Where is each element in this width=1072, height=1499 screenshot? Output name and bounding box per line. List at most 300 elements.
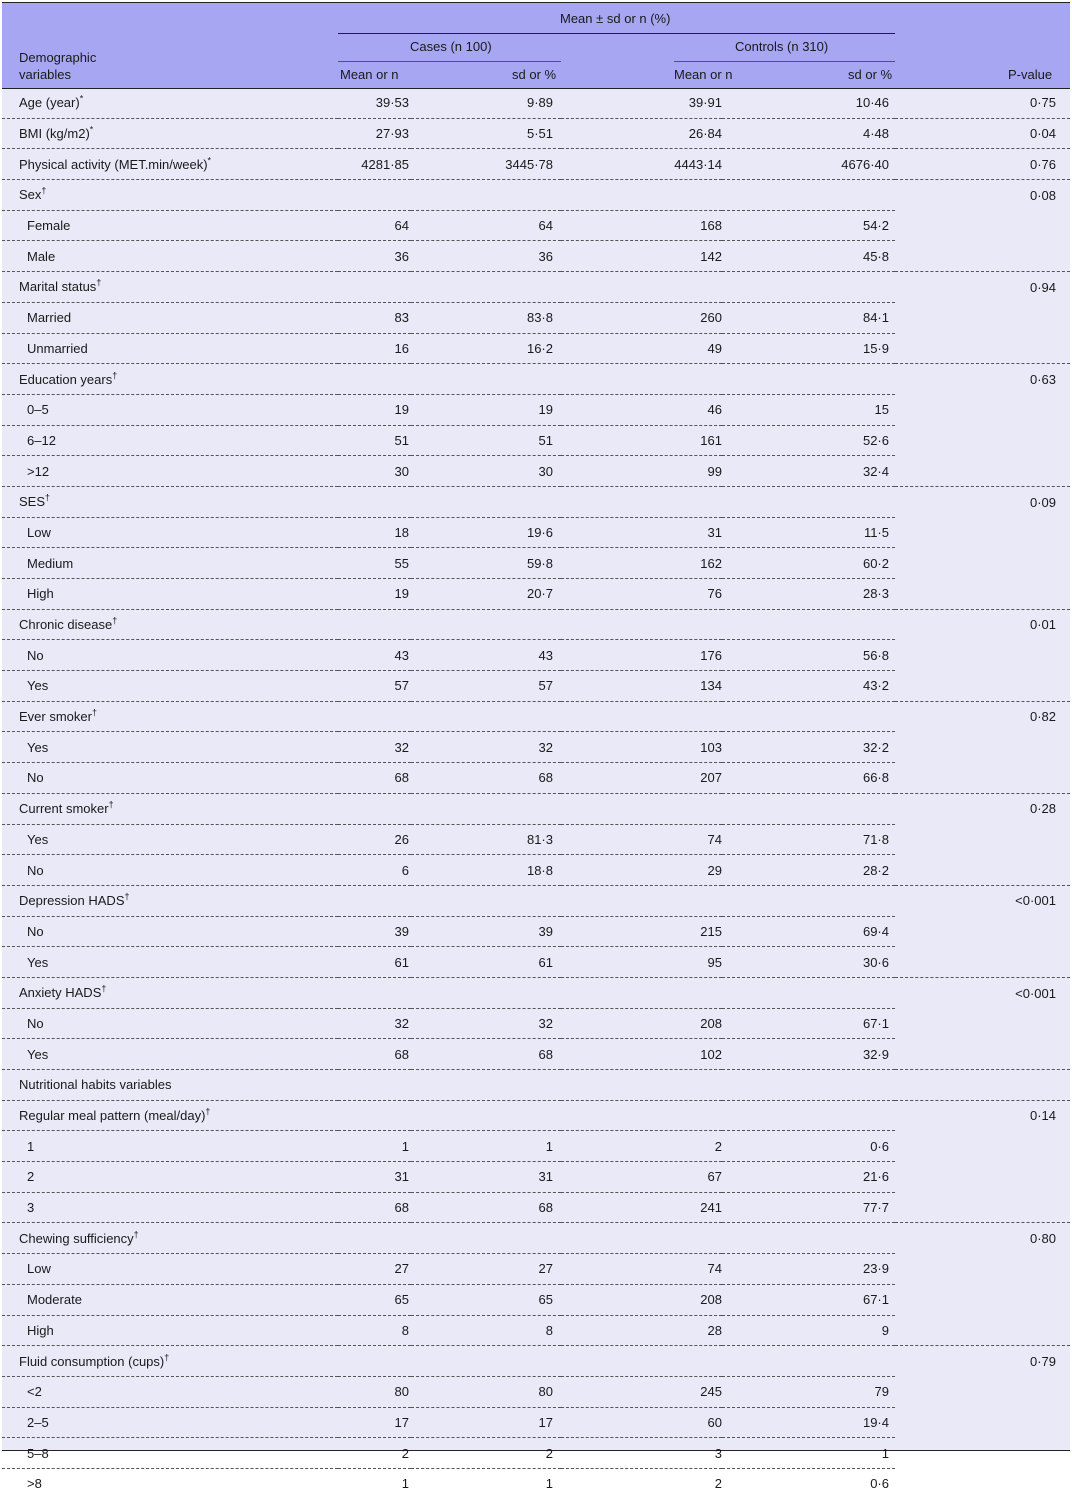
- controls-sd-or-pct: [722, 824, 895, 855]
- cases-mean-or-n: [338, 1192, 411, 1223]
- controls-mean-or-n-text: 103: [700, 739, 722, 755]
- controls-mean-or-n-text: 95: [707, 954, 722, 970]
- row-label: [2, 548, 338, 579]
- controls-mean-or-n: [561, 1070, 722, 1101]
- controls-sd-or-pct: [722, 517, 895, 548]
- table-row: [2, 1100, 1070, 1131]
- controls-sd-or-pct-text: 23·9: [862, 1261, 889, 1277]
- table-row: [2, 1284, 1070, 1315]
- cases-mean-or-n: [338, 701, 411, 732]
- controls-mean-or-n-text: 207: [700, 770, 722, 786]
- table-row: [2, 1407, 1070, 1438]
- controls-mean-or-n: [561, 947, 722, 978]
- table-row: [2, 579, 1070, 610]
- header-cases-mean: Mean or n: [340, 67, 399, 82]
- p-value: [895, 855, 1070, 886]
- row-label-text: Regular meal pattern (meal/day): [19, 1108, 206, 1124]
- cases-sd-or-pct-text: 83·8: [526, 310, 553, 326]
- cases-rule: [338, 61, 561, 62]
- controls-sd-or-pct-text: 19·4: [862, 1414, 889, 1430]
- header-demographic: Demographic: [19, 50, 97, 65]
- cases-mean-or-n-text: 36: [394, 248, 409, 264]
- cases-sd-or-pct-text: 1: [545, 1476, 553, 1492]
- controls-mean-or-n: [561, 1468, 722, 1498]
- cases-mean-or-n: [338, 763, 411, 794]
- row-label: [2, 609, 338, 640]
- cases-sd-or-pct-text: 3445·78: [505, 156, 553, 172]
- p-value: [895, 1192, 1070, 1223]
- p-value-text: 0·09: [1029, 494, 1056, 510]
- cases-mean-or-n-text: 30: [394, 463, 409, 479]
- table-row: [2, 701, 1070, 732]
- row-label: [2, 1223, 338, 1254]
- cases-sd-or-pct-text: 51: [538, 432, 553, 448]
- cases-sd-or-pct: [411, 1438, 561, 1469]
- controls-sd-or-pct: [722, 486, 895, 517]
- cases-mean-or-n: [338, 241, 411, 272]
- p-value: [895, 272, 1070, 303]
- controls-mean-or-n: [561, 916, 722, 947]
- p-value: [895, 885, 1070, 916]
- controls-sd-or-pct-text: 28·2: [862, 862, 889, 878]
- controls-sd-or-pct: [722, 364, 895, 395]
- row-label: [2, 118, 338, 149]
- cases-sd-or-pct: [411, 916, 561, 947]
- table-body: [2, 88, 1070, 1499]
- table-row: [2, 1468, 1070, 1498]
- footnote-mark: †: [108, 799, 114, 810]
- footnote-mark: †: [91, 707, 97, 718]
- controls-sd-or-pct: [722, 1254, 895, 1285]
- controls-sd-or-pct-text: 32·2: [862, 739, 889, 755]
- row-label: [2, 1407, 338, 1438]
- header-cases: Cases (n 100): [410, 39, 492, 54]
- table-row: [2, 486, 1070, 517]
- p-value: [895, 1223, 1070, 1254]
- cases-mean-or-n: [338, 1346, 411, 1377]
- controls-mean-or-n: [561, 579, 722, 610]
- controls-sd-or-pct-text: 30·6: [862, 954, 889, 970]
- row-label: [2, 180, 338, 211]
- controls-sd-or-pct-text: 45·8: [862, 248, 889, 264]
- row-label: [2, 517, 338, 548]
- cases-sd-or-pct-text: 8: [545, 1322, 553, 1338]
- row-label-text: No: [27, 770, 44, 786]
- controls-mean-or-n: [561, 885, 722, 916]
- controls-mean-or-n-text: 29: [707, 862, 722, 878]
- cases-sd-or-pct: [411, 1284, 561, 1315]
- controls-sd-or-pct-text: 4676·40: [841, 156, 889, 172]
- table-row: [2, 640, 1070, 671]
- footnote-mark: †: [41, 186, 47, 197]
- cases-sd-or-pct: [411, 241, 561, 272]
- cases-mean-or-n-text: 61: [394, 954, 409, 970]
- row-label: [2, 1315, 338, 1346]
- row-label-text: High: [27, 1322, 54, 1338]
- row-label-text: Yes: [27, 954, 49, 970]
- controls-mean-or-n-text: 76: [707, 586, 722, 602]
- cases-mean-or-n-text: 8: [401, 1322, 409, 1338]
- controls-sd-or-pct: [722, 732, 895, 763]
- row-label: [2, 425, 338, 456]
- cases-sd-or-pct-text: 61: [538, 954, 553, 970]
- controls-sd-or-pct-text: 21·6: [862, 1169, 889, 1185]
- controls-sd-or-pct: [722, 947, 895, 978]
- row-label: [2, 1008, 338, 1039]
- table-row: [2, 1315, 1070, 1346]
- cases-sd-or-pct: [411, 1070, 561, 1101]
- controls-mean-or-n-text: 2: [714, 1476, 722, 1492]
- cases-sd-or-pct: [411, 947, 561, 978]
- row-label-text: Sex: [19, 187, 42, 203]
- row-label: [2, 456, 338, 487]
- controls-mean-or-n: [561, 824, 722, 855]
- table-row: [2, 210, 1070, 241]
- controls-sd-or-pct: [722, 118, 895, 149]
- controls-mean-or-n: [561, 425, 722, 456]
- cases-sd-or-pct: [411, 1346, 561, 1377]
- controls-mean-or-n: [561, 149, 722, 180]
- cases-sd-or-pct-text: 2: [545, 1445, 553, 1461]
- p-value: [895, 1315, 1070, 1346]
- p-value-text: 0·14: [1029, 1108, 1056, 1124]
- row-label: [2, 671, 338, 702]
- controls-mean-or-n-text: 215: [700, 923, 722, 939]
- p-value-text: 0·04: [1029, 126, 1056, 142]
- p-value: [895, 1131, 1070, 1162]
- cases-mean-or-n: [338, 210, 411, 241]
- cases-mean-or-n: [338, 609, 411, 640]
- row-label-text: Depression HADS: [19, 893, 125, 909]
- controls-sd-or-pct: [722, 210, 895, 241]
- p-value-text: 0·01: [1029, 617, 1056, 633]
- cases-mean-or-n-text: 16: [394, 340, 409, 356]
- p-value: [895, 1070, 1070, 1101]
- cases-mean-or-n: [338, 364, 411, 395]
- controls-mean-or-n: [561, 855, 722, 886]
- table-row: [2, 1438, 1070, 1469]
- controls-mean-or-n-text: 31: [707, 524, 722, 540]
- controls-mean-or-n-text: 99: [707, 463, 722, 479]
- table-row: [2, 1162, 1070, 1193]
- row-label: [2, 732, 338, 763]
- row-label-text: <2: [27, 1384, 42, 1400]
- controls-mean-or-n: [561, 1284, 722, 1315]
- controls-sd-or-pct: [722, 1162, 895, 1193]
- controls-sd-or-pct: [722, 149, 895, 180]
- controls-mean-or-n: [561, 609, 722, 640]
- controls-mean-or-n: [561, 88, 722, 118]
- controls-mean-or-n-text: 142: [700, 248, 722, 264]
- cases-mean-or-n-text: 17: [394, 1414, 409, 1430]
- cases-sd-or-pct-text: 27: [538, 1261, 553, 1277]
- row-label: [2, 1468, 338, 1498]
- table-row: [2, 916, 1070, 947]
- table-row: [2, 824, 1070, 855]
- controls-mean-or-n: [561, 333, 722, 364]
- p-value-text: 0·82: [1029, 709, 1056, 725]
- cases-sd-or-pct: [411, 1039, 561, 1070]
- cases-mean-or-n-text: 39·53: [375, 95, 409, 111]
- p-value: [895, 1100, 1070, 1131]
- cases-sd-or-pct-text: 43: [538, 647, 553, 663]
- row-label: [2, 272, 338, 303]
- controls-sd-or-pct: [722, 1223, 895, 1254]
- cases-mean-or-n: [338, 517, 411, 548]
- row-label-text: SES: [19, 494, 46, 510]
- cases-mean-or-n: [338, 947, 411, 978]
- table-row: [2, 885, 1070, 916]
- row-label-text: No: [27, 647, 44, 663]
- controls-mean-or-n-text: 241: [700, 1200, 722, 1216]
- cases-sd-or-pct: [411, 824, 561, 855]
- row-label: [2, 88, 338, 118]
- controls-mean-or-n: [561, 1254, 722, 1285]
- footnote-mark: †: [112, 615, 118, 626]
- cases-mean-or-n: [338, 302, 411, 333]
- row-label-text: Marital status: [19, 279, 97, 295]
- p-value: [895, 977, 1070, 1008]
- controls-sd-or-pct: [722, 456, 895, 487]
- controls-mean-or-n-text: 4443·14: [674, 156, 722, 172]
- controls-mean-or-n: [561, 118, 722, 149]
- row-label-text: Education years: [19, 371, 113, 387]
- controls-sd-or-pct: [722, 763, 895, 794]
- footnote-mark: †: [101, 983, 107, 994]
- cases-sd-or-pct: [411, 1131, 561, 1162]
- p-value-text: 0·76: [1029, 156, 1056, 172]
- cases-mean-or-n: [338, 394, 411, 425]
- row-label-text: 0–5: [27, 402, 49, 418]
- cases-mean-or-n-text: 32: [394, 739, 409, 755]
- cases-sd-or-pct: [411, 333, 561, 364]
- table-row: [2, 671, 1070, 702]
- controls-mean-or-n-text: 208: [700, 1292, 722, 1308]
- controls-mean-or-n-text: 102: [700, 1046, 722, 1062]
- row-label: [2, 1131, 338, 1162]
- cases-sd-or-pct-text: 9·89: [526, 95, 553, 111]
- cases-mean-or-n: [338, 1284, 411, 1315]
- row-label: [2, 486, 338, 517]
- cases-mean-or-n-text: 57: [394, 678, 409, 694]
- controls-mean-or-n-text: 162: [700, 555, 722, 571]
- row-label: [2, 364, 338, 395]
- cases-mean-or-n-text: 55: [394, 555, 409, 571]
- controls-sd-or-pct-text: 52·6: [862, 432, 889, 448]
- row-label-text: Moderate: [27, 1292, 82, 1308]
- cases-sd-or-pct-text: 81·3: [526, 831, 553, 847]
- controls-sd-or-pct: [722, 1438, 895, 1469]
- cases-mean-or-n-text: 68: [394, 1046, 409, 1062]
- controls-mean-or-n-text: 67: [707, 1169, 722, 1185]
- table-row: [2, 855, 1070, 886]
- cases-sd-or-pct: [411, 364, 561, 395]
- row-label: [2, 241, 338, 272]
- row-label: [2, 701, 338, 732]
- controls-mean-or-n: [561, 1008, 722, 1039]
- cases-sd-or-pct: [411, 1376, 561, 1407]
- row-label: [2, 1346, 338, 1377]
- table-row: [2, 1070, 1070, 1101]
- row-label: [2, 763, 338, 794]
- row-label-text: No: [27, 923, 44, 939]
- cases-sd-or-pct-text: 5·51: [526, 126, 553, 142]
- row-label-text: Yes: [27, 1046, 49, 1062]
- cases-mean-or-n-text: 18: [394, 524, 409, 540]
- cases-sd-or-pct-text: 32: [538, 1015, 553, 1031]
- controls-sd-or-pct: [722, 333, 895, 364]
- cases-mean-or-n-text: 31: [394, 1169, 409, 1185]
- controls-sd-or-pct-text: 84·1: [862, 310, 889, 326]
- footnote-mark: †: [164, 1352, 170, 1363]
- row-label-text: Chewing sufficiency: [19, 1230, 134, 1246]
- row-label-text: Low: [27, 1261, 51, 1277]
- table-row: [2, 1376, 1070, 1407]
- row-label: [2, 1438, 338, 1469]
- controls-mean-or-n: [561, 1376, 722, 1407]
- cases-sd-or-pct: [411, 579, 561, 610]
- cases-sd-or-pct-text: 64: [538, 218, 553, 234]
- row-label-text: High: [27, 586, 54, 602]
- controls-sd-or-pct: [722, 671, 895, 702]
- cases-sd-or-pct: [411, 1008, 561, 1039]
- cases-mean-or-n-text: 64: [394, 218, 409, 234]
- controls-sd-or-pct: [722, 640, 895, 671]
- p-value: [895, 793, 1070, 824]
- controls-mean-or-n: [561, 394, 722, 425]
- cases-sd-or-pct: [411, 486, 561, 517]
- row-label-text: Physical activity (MET.min/week): [19, 156, 208, 172]
- cases-sd-or-pct: [411, 1192, 561, 1223]
- controls-sd-or-pct: [722, 180, 895, 211]
- controls-mean-or-n: [561, 1162, 722, 1193]
- table-row: [2, 118, 1070, 149]
- table-row: [2, 302, 1070, 333]
- p-value: [895, 916, 1070, 947]
- controls-sd-or-pct: [722, 609, 895, 640]
- p-value: [895, 548, 1070, 579]
- footnote-mark: †: [112, 370, 118, 381]
- controls-mean-or-n-text: 26·84: [688, 126, 722, 142]
- cases-sd-or-pct: [411, 1162, 561, 1193]
- controls-mean-or-n: [561, 1407, 722, 1438]
- cases-sd-or-pct: [411, 149, 561, 180]
- table-row: [2, 1039, 1070, 1070]
- row-label-text: >8: [27, 1476, 42, 1492]
- row-label-text: Yes: [27, 831, 49, 847]
- cases-sd-or-pct: [411, 732, 561, 763]
- cases-sd-or-pct: [411, 793, 561, 824]
- header-controls: Controls (n 310): [735, 39, 829, 54]
- p-value: [895, 579, 1070, 610]
- controls-sd-or-pct-text: 69·4: [862, 923, 889, 939]
- row-label-text: Married: [27, 310, 72, 326]
- cases-sd-or-pct-text: 31: [538, 1169, 553, 1185]
- p-value: [895, 947, 1070, 978]
- row-label-text: No: [27, 1015, 44, 1031]
- row-label: [2, 977, 338, 1008]
- table-row: [2, 272, 1070, 303]
- row-label-text: 2–5: [27, 1414, 49, 1430]
- controls-sd-or-pct: [722, 1468, 895, 1498]
- controls-sd-or-pct: [722, 1346, 895, 1377]
- row-label-text: Age (year): [19, 95, 80, 111]
- cases-sd-or-pct-text: 65: [538, 1292, 553, 1308]
- cases-mean-or-n: [338, 149, 411, 180]
- cases-mean-or-n: [338, 1223, 411, 1254]
- p-value: [895, 1438, 1070, 1469]
- cases-sd-or-pct-text: 80: [538, 1384, 553, 1400]
- p-value-text: 0·28: [1029, 801, 1056, 817]
- cases-mean-or-n-text: 19: [394, 402, 409, 418]
- p-value: [895, 149, 1070, 180]
- p-value: [895, 180, 1070, 211]
- p-value: [895, 333, 1070, 364]
- cases-sd-or-pct-text: 20·7: [526, 586, 553, 602]
- controls-sd-or-pct: [722, 548, 895, 579]
- row-label-text: Anxiety HADS: [19, 985, 102, 1001]
- p-value: [895, 1162, 1070, 1193]
- row-label: [2, 1284, 338, 1315]
- cases-mean-or-n-text: 39: [394, 923, 409, 939]
- p-value-text: 0·75: [1029, 95, 1056, 111]
- cases-sd-or-pct: [411, 456, 561, 487]
- controls-mean-or-n-text: 245: [700, 1384, 722, 1400]
- row-label: [2, 394, 338, 425]
- controls-mean-or-n-text: 39·91: [688, 95, 722, 111]
- controls-mean-or-n-text: 74: [707, 1261, 722, 1277]
- row-label-text: 2: [27, 1169, 35, 1185]
- controls-mean-or-n: [561, 364, 722, 395]
- p-value: [895, 241, 1070, 272]
- controls-mean-or-n-text: 2: [714, 1138, 722, 1154]
- row-label: [2, 210, 338, 241]
- table-row: [2, 1008, 1070, 1039]
- controls-mean-or-n-text: 28: [707, 1322, 722, 1338]
- cases-sd-or-pct-text: 32: [538, 739, 553, 755]
- footnote-mark: †: [205, 1106, 211, 1117]
- controls-sd-or-pct-text: 0·6: [870, 1138, 889, 1154]
- cases-mean-or-n-text: 6: [401, 862, 409, 878]
- cases-mean-or-n-text: 68: [394, 1200, 409, 1216]
- controls-mean-or-n-text: 74: [707, 831, 722, 847]
- header-controls-sd: sd or %: [848, 67, 893, 82]
- table-row: [2, 1131, 1070, 1162]
- row-label: [2, 333, 338, 364]
- table-row: [2, 180, 1070, 211]
- p-value-text: 0·94: [1029, 279, 1056, 295]
- cases-mean-or-n: [338, 1039, 411, 1070]
- cases-sd-or-pct: [411, 1254, 561, 1285]
- cases-mean-or-n: [338, 579, 411, 610]
- controls-sd-or-pct-text: 15: [874, 402, 889, 418]
- p-value: [895, 1376, 1070, 1407]
- controls-mean-or-n-text: 176: [700, 647, 722, 663]
- p-value: [895, 1254, 1070, 1285]
- cases-mean-or-n: [338, 1407, 411, 1438]
- p-value: [895, 1008, 1070, 1039]
- footnote-mark: *: [79, 94, 84, 105]
- header-rule: [338, 33, 895, 34]
- p-value: [895, 671, 1070, 702]
- controls-sd-or-pct-text: 60·2: [862, 555, 889, 571]
- row-label: [2, 149, 338, 180]
- p-value: [895, 364, 1070, 395]
- header-cases-sd: sd or %: [512, 67, 557, 82]
- p-value-text: 0·08: [1029, 187, 1056, 203]
- data-table: [2, 2, 1070, 1492]
- cases-sd-or-pct: [411, 1223, 561, 1254]
